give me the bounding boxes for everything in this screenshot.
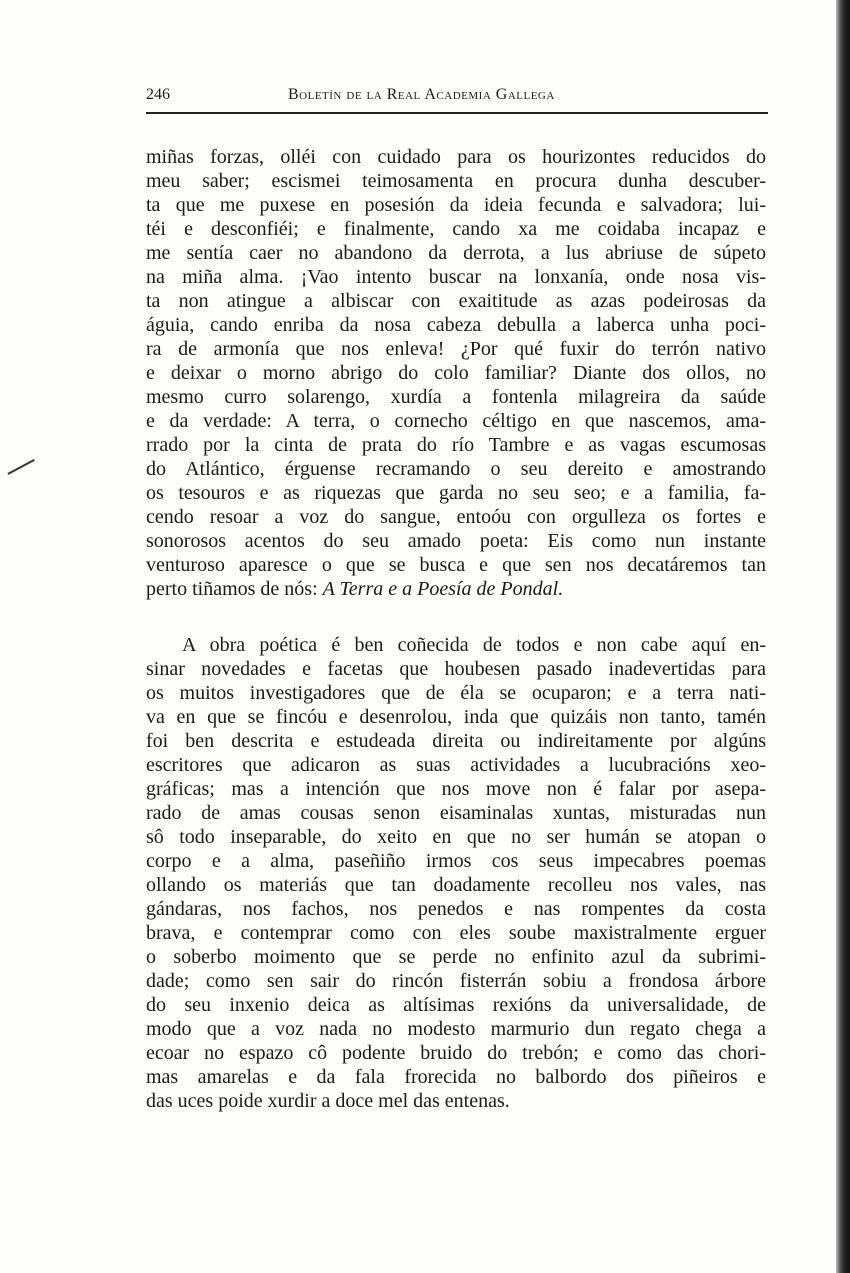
text-line: do seu inxenio deica as altísimas rexións da universalidade, de [146, 994, 766, 1016]
text-line: téi e desconfiéi; e finalmente, cando xa me coidaba incapaz e [146, 218, 766, 240]
text-line: mesmo curro solarengo, xurdía a fontenla milagreira da saúde [146, 386, 766, 408]
text-line: das uces poide xurdir a doce mel das entenas. [146, 1090, 510, 1112]
text-line: rado de amas cousas senon eisaminalas xuntas, misturadas nun [146, 802, 766, 824]
scan-stray-mark [7, 459, 34, 474]
text-line: va en que se fincóu e desenrolou, inda que quizáis non tanto, tamén [146, 706, 766, 728]
text-line: águia, cando enriba da nosa cabeza debulla a laberca unha poci- [146, 314, 766, 336]
text-line: ta que me puxese en posesión da ideia fecunda e salvadora; lui- [146, 194, 766, 216]
text-line: rrado por la cinta de prata do río Tambre e as vagas escumosas [146, 434, 766, 456]
page-number: 246 [146, 86, 170, 103]
text-line: ollando os materiás que tan doadamente recolleu nos vales, nas [146, 874, 766, 896]
text-line: ecoar no espazo cô podente bruido do trebón; e como das chori- [146, 1042, 766, 1064]
work-title-italic: A Terra e a Poesía de Pondal. [322, 578, 564, 600]
paragraph-2 [146, 633, 766, 1113]
text-line: dade; como sen sair do rincón fisterrán sobiu a frondosa árbore [146, 970, 766, 992]
text-line: o soberbo moimento que se perde no enfinito azul da subrimi- [146, 946, 766, 968]
running-header [146, 84, 768, 108]
text-line: venturoso aparesce o que se busca e que sen nos decatáremos tan [146, 554, 766, 576]
text-line: e da verdade: A terra, o cornecho céltigo en que nascemos, ama- [146, 410, 766, 432]
scan-edge-shadow [836, 0, 850, 1273]
text-line: gándaras, nos fachos, nos penedos e nas rompentes da costa [146, 898, 766, 920]
text-line: ta non atingue a albiscar con exaititude as azas podeirosas da [146, 290, 766, 312]
text-line: corpo e a alma, paseñiño irmos cos seus impecabres poemas [146, 850, 766, 872]
text-line [146, 577, 766, 601]
text-line: sinar novedades e facetas que houbesen pasado inadevertidas para [146, 658, 766, 680]
text-line: me sentía caer no abandono da derrota, a lus abriuse de súpeto [146, 242, 766, 264]
text-line: A obra poética é ben coñecida de todos e non cabe aquí en- [182, 634, 766, 656]
text-line: os muitos investigadores que de éla se ocuparon; e a terra nati- [146, 682, 766, 704]
text-line: sonorosos acentos do seu amado poeta: Eis como nun instante [146, 530, 766, 552]
text-line: mas amarelas e da fala frorecida no balbordo dos piñeiros e [146, 1066, 766, 1088]
text-line: cendo resoar a voz do sangue, entoóu con orgulleza os fortes e [146, 506, 766, 528]
text-line: sô todo inseparable, do xeito en que no ser humán se atopan o [146, 826, 766, 848]
text-line: modo que a voz nada no modesto marmurio dun regato chega a [146, 1018, 766, 1040]
header-rule [146, 112, 768, 114]
text-line: ra de armonía que nos enleva! ¿Por qué fuxir do terrón nativo [146, 338, 766, 360]
text-line: na miña alma. ¡Vao intento buscar na lonxanía, onde nosa vis- [146, 266, 766, 288]
text-line: os tesouros e as riquezas que garda no seu seo; e a familia, fa- [146, 482, 766, 504]
text-line: escritores que adicaron as suas actividades a lucubracións xeo- [146, 754, 766, 776]
text-line: foi ben descrita e estudeada direita ou indireitamente por algúns [146, 730, 766, 752]
text-line-plain: perto tiñamos de nós: [146, 578, 323, 600]
paragraph-1 [146, 145, 766, 601]
journal-title: Boletín de la Real Academia Gallega [288, 86, 555, 103]
text-line: gráficas; mas a intención que nos move non é falar por asepa- [146, 778, 766, 800]
text-line: e deixar o morno abrigo do colo familiar? Diante dos ollos, no [146, 362, 766, 384]
text-line: miñas forzas, olléi con cuidado para os hourizontes reducidos do [146, 146, 766, 168]
text-line: meu saber; escismei teimosamenta en procura dunha descuber- [146, 170, 766, 192]
text-line: do Atlántico, érguense recramando o seu dereito e amostrando [146, 458, 766, 480]
text-line: brava, e contemprar como con eles soube maxistralmente erguer [146, 922, 766, 944]
